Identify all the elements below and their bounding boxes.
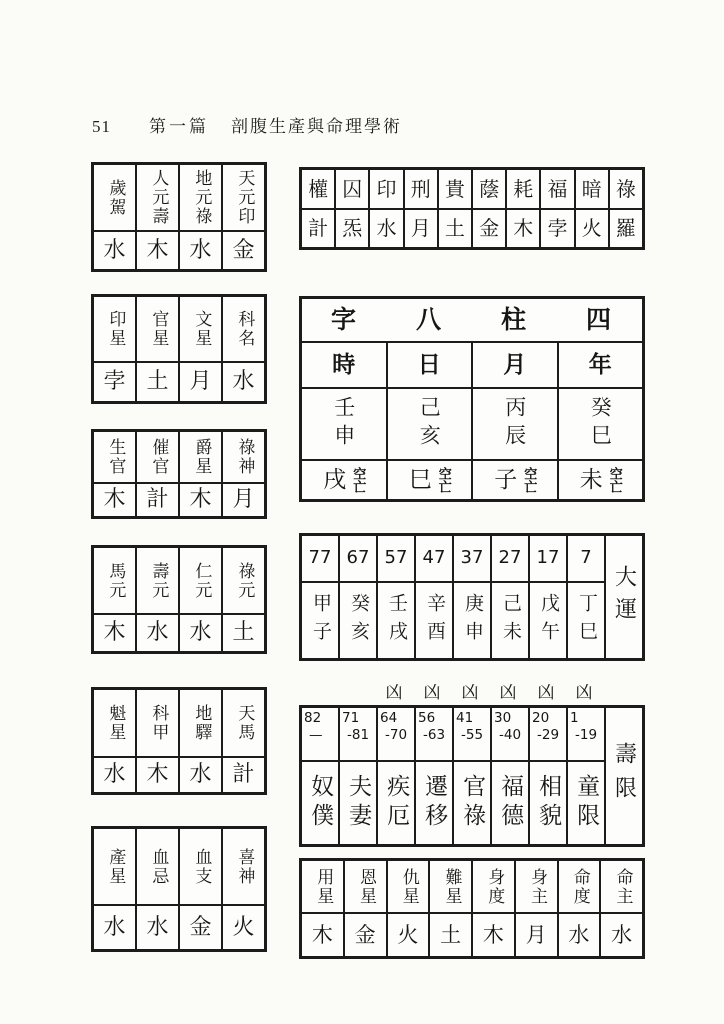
star-element: 金: [179, 905, 222, 950]
page-header: [92, 112, 402, 137]
star-element: 水: [93, 757, 136, 793]
pillar-value: 壬申: [301, 388, 387, 460]
void-label: 空亡: [435, 467, 451, 493]
range-end: -70: [385, 726, 408, 743]
section-label: 第一篇: [149, 117, 209, 136]
star-element: 水: [179, 231, 222, 270]
star-element: 木: [136, 231, 179, 270]
star-name: 身度: [472, 860, 515, 913]
star-table-4: [91, 545, 267, 654]
star-element: 土: [222, 614, 265, 652]
star-name: 喜神: [222, 828, 265, 905]
range-start: 30: [494, 710, 512, 726]
void-branch: 未: [579, 466, 603, 493]
star-element: 金: [472, 209, 506, 248]
age-range: [301, 707, 339, 761]
star-element: 水: [558, 913, 601, 957]
star-name: 壽元: [136, 547, 179, 614]
palace-name: 遷移: [415, 761, 453, 845]
life-limit-table: [299, 705, 645, 847]
void-label: 空亡: [350, 467, 366, 493]
luck-pillar: 癸亥: [339, 582, 377, 659]
star-name: 催官: [136, 431, 179, 483]
star-name: 暗: [575, 169, 609, 209]
range-start: 1: [570, 710, 579, 726]
star-name: 命主: [600, 860, 643, 913]
luck-pillar: 己未: [491, 582, 529, 659]
star-name: 印星: [93, 296, 136, 362]
star-name: 命度: [558, 860, 601, 913]
void-label: 空亡: [606, 467, 622, 493]
pillar-value: 己亥: [387, 388, 473, 460]
four-pillars-table: [299, 296, 645, 502]
star-element: 月: [222, 483, 265, 517]
star-name: 地元祿: [179, 164, 222, 231]
pillar-value: 癸巳: [558, 388, 644, 460]
star-name: 祿神: [222, 431, 265, 483]
star-name: 蔭: [472, 169, 506, 209]
range-start: 71: [342, 710, 360, 726]
star-element: 水: [179, 757, 222, 793]
void-cell: [558, 460, 644, 500]
star-element: 羅: [609, 209, 643, 248]
void-label: 空亡: [521, 467, 537, 493]
star-name: 產星: [93, 828, 136, 905]
star-name: 印: [369, 169, 403, 209]
star-element: 水: [179, 614, 222, 652]
star-name: 科甲: [136, 689, 179, 757]
inauspicious-mark: 凶: [499, 683, 517, 703]
palace-name: 福德: [491, 761, 529, 845]
star-name: 爵星: [179, 431, 222, 483]
star-element: 孛: [93, 362, 136, 402]
star-element: 水: [136, 614, 179, 652]
age-range: [567, 707, 605, 761]
star-name: 生官: [93, 431, 136, 483]
range-end: -81: [347, 726, 370, 743]
luck-age: 37: [453, 535, 491, 582]
inauspicious-mark: 凶: [385, 683, 403, 703]
star-element: 孛: [540, 209, 574, 248]
star-name: 福: [540, 169, 574, 209]
age-range: [339, 707, 377, 761]
title-char: 字: [330, 304, 358, 334]
star-table-6: [91, 826, 267, 952]
range-end: -19: [575, 726, 598, 743]
star-name: 血忌: [136, 828, 179, 905]
range-end: -63: [423, 726, 446, 743]
void-branch: 巳: [408, 466, 432, 493]
star-name: 難星: [429, 860, 472, 913]
major-luck-label: 大運: [605, 535, 643, 659]
star-name: 魁星: [93, 689, 136, 757]
transformed-stars-table: [299, 167, 645, 250]
star-name: 馬元: [93, 547, 136, 614]
palace-name: 夫妻: [339, 761, 377, 845]
star-element: 木: [93, 614, 136, 652]
palace-name: 童限: [567, 761, 605, 845]
star-element: 土: [438, 209, 472, 248]
star-name: 恩星: [344, 860, 387, 913]
star-element: 木: [506, 209, 540, 248]
star-element: 木: [472, 913, 515, 957]
range-end: —: [309, 726, 323, 743]
star-element: 計: [136, 483, 179, 517]
life-limit-label: 壽限: [605, 707, 643, 845]
star-name: 刑: [404, 169, 438, 209]
luck-age: 7: [567, 535, 605, 582]
luck-age: 27: [491, 535, 529, 582]
star-element: 水: [369, 209, 403, 248]
luck-pillar: 甲子: [301, 582, 339, 659]
luck-age: 17: [529, 535, 567, 582]
star-table-2: [91, 294, 267, 404]
age-range: [415, 707, 453, 761]
star-name: 官星: [136, 296, 179, 362]
star-element: 計: [301, 209, 335, 248]
age-range: [453, 707, 491, 761]
star-element: 金: [344, 913, 387, 957]
star-element: 火: [575, 209, 609, 248]
palace-name: 官祿: [453, 761, 491, 845]
range-end: -40: [499, 726, 522, 743]
range-start: 56: [418, 710, 436, 726]
page-title: 剖腹生產與命理學術: [231, 117, 402, 136]
star-element: 水: [136, 905, 179, 950]
star-name: 科名: [222, 296, 265, 362]
void-branch: 子: [494, 466, 518, 493]
range-end: -29: [537, 726, 560, 743]
luck-pillar: 壬戌: [377, 582, 415, 659]
pillar-value: 丙辰: [472, 388, 558, 460]
inauspicious-mark: 凶: [537, 683, 555, 703]
star-name: 人元壽: [136, 164, 179, 231]
star-name: 血支: [179, 828, 222, 905]
range-start: 41: [456, 710, 474, 726]
star-element: 炁: [335, 209, 369, 248]
star-element: 土: [429, 913, 472, 957]
pillar-header: 時: [301, 342, 387, 388]
star-name: 仇星: [387, 860, 430, 913]
major-luck-table: [299, 533, 645, 661]
star-element: 木: [93, 483, 136, 517]
star-name: 仁元: [179, 547, 222, 614]
inauspicious-mark: 凶: [423, 683, 441, 703]
pillar-header: 月: [472, 342, 558, 388]
star-table-3: [91, 429, 267, 519]
luck-age: 77: [301, 535, 339, 582]
age-range: [377, 707, 415, 761]
star-name: 地驛: [179, 689, 222, 757]
star-element: 水: [93, 905, 136, 950]
inauspicious-mark: 凶: [461, 683, 479, 703]
title-char: 八: [415, 304, 443, 334]
star-table-5: [91, 687, 267, 795]
star-name: 祿: [609, 169, 643, 209]
star-table-1: [91, 162, 267, 272]
fate-body-table: [299, 858, 645, 959]
star-name: 身主: [515, 860, 558, 913]
star-name: 權: [301, 169, 335, 209]
luck-pillar: 辛酉: [415, 582, 453, 659]
star-element: 木: [136, 757, 179, 793]
star-element: 木: [179, 483, 222, 517]
inauspicious-mark: 凶: [575, 683, 593, 703]
star-name: 歲駕: [93, 164, 136, 231]
luck-age: 57: [377, 535, 415, 582]
star-name: 用星: [301, 860, 344, 913]
star-name: 貴: [438, 169, 472, 209]
star-element: 月: [404, 209, 438, 248]
star-name: 天元印: [222, 164, 265, 231]
title-char: 四: [585, 304, 613, 334]
page-number: 51: [92, 117, 111, 136]
range-start: 64: [380, 710, 398, 726]
star-element: 土: [136, 362, 179, 402]
four-pillars-title: [301, 298, 643, 342]
age-range: [491, 707, 529, 761]
star-element: 金: [222, 231, 265, 270]
star-name: 天馬: [222, 689, 265, 757]
star-element: 火: [387, 913, 430, 957]
palace-name: 奴僕: [301, 761, 339, 845]
void-cell: [472, 460, 558, 500]
range-end: -55: [461, 726, 484, 743]
void-cell: [301, 460, 387, 500]
luck-age: 47: [415, 535, 453, 582]
star-name: 囚: [335, 169, 369, 209]
luck-pillar: 庚申: [453, 582, 491, 659]
luck-pillar: 戊午: [529, 582, 567, 659]
star-element: 木: [301, 913, 344, 957]
luck-pillar: 丁巳: [567, 582, 605, 659]
pillar-header: 日: [387, 342, 473, 388]
palace-name: 疾厄: [377, 761, 415, 845]
title-char: 柱: [500, 304, 528, 334]
star-element: 月: [515, 913, 558, 957]
palace-name: 相貌: [529, 761, 567, 845]
range-start: 20: [532, 710, 550, 726]
star-element: 水: [222, 362, 265, 402]
star-element: 月: [179, 362, 222, 402]
range-start: 82: [304, 710, 322, 726]
star-element: 水: [93, 231, 136, 270]
age-range: [529, 707, 567, 761]
star-element: 計: [222, 757, 265, 793]
pillar-header: 年: [558, 342, 644, 388]
star-name: 耗: [506, 169, 540, 209]
star-element: 火: [222, 905, 265, 950]
star-name: 文星: [179, 296, 222, 362]
void-cell: [387, 460, 473, 500]
star-element: 水: [600, 913, 643, 957]
luck-age: 67: [339, 535, 377, 582]
star-name: 祿元: [222, 547, 265, 614]
void-branch: 戌: [323, 466, 347, 493]
